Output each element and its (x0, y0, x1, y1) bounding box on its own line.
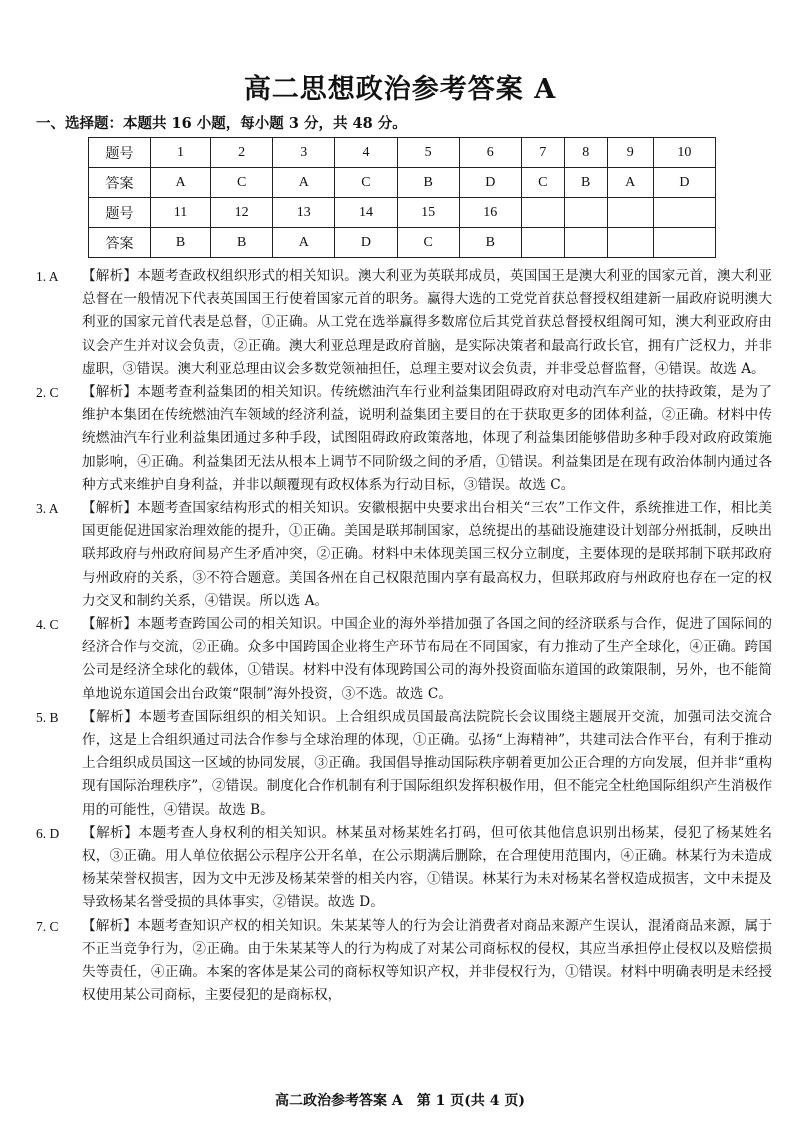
table-cell: A (273, 168, 335, 198)
page-footer: 高二政治参考答案 A 第 1 页(共 4 页) (275, 1093, 525, 1109)
table-cell: C (335, 168, 397, 198)
explanation-text: 【解析】本题考查跨国公司的相关知识。中国企业的海外举措加强了各国之间的经济联系与合作，促进了国际间的经济合作与交流，②正确。众多中国跨国企业将生产环节布局在不同国家，有力推动了生产全球化，④正确。跨国公司是经济全球化的载体，①错误。材料中没有体现跨国公司的海外投资面临东道国的政策限制，另外，也不能简单地说东道国会出台政策“限制”海外投资，③不选。故选 C。 (82, 616, 772, 702)
table-cell: C (521, 168, 564, 198)
question-answer-label: 1. A (36, 269, 59, 284)
table-cell: 13 (273, 198, 335, 228)
explanation-text: 【解析】本题考查政权组织形式的相关知识。澳大利亚为英联邦成员，英国国王是澳大利亚的国家元首，澳大利亚总督在一般情况下代表英国国王行使着国家元首的职务。赢得大选的工党党首获总督授权组建新一届政府说明澳大利亚的国家元首代表是总督，①正确。从工党在选举赢得多数席位后其党首获总督授权组阁可知，澳大利亚政府由议会产生并对议会负责，②正确。澳大利亚总理是政府首脑，是实际决策者和最高行政长官，拥有广泛权力，并非虚职，③错误。澳大利亚总理由议会多数党领袖担任，总理主要对议会负责，并非受总督监督，④错误。故选 A。 (82, 268, 772, 377)
table-cell: A (607, 168, 653, 198)
section-heading: 一、选择题：本题共 16 小题，每小题 3 分，共 48 分。 (36, 115, 407, 132)
answer-table (88, 137, 716, 258)
table-cell (653, 198, 715, 228)
table-cell: 8 (564, 138, 607, 168)
explanation-text: 【解析】本题考查知识产权的相关知识。朱某某等人的行为会让消费者对商品来源产生误认，混淆商品来源，属于不正当竞争行为，②正确。由于朱某某等人的行为构成了对某公司商标权的侵权，其应当承担停止侵权以及赔偿损失等责任，④正确。本案的客体是某公司的商标权等知识产权，并非侵权行为，①错误。材料中明确表明是未经授权使用某公司商标，主要侵犯的是商标权， (82, 917, 772, 1004)
table-cell: 15 (397, 198, 459, 228)
table-cell: 16 (459, 198, 521, 228)
table-cell: B (459, 228, 521, 258)
question-answer-label: 6. D (36, 825, 60, 841)
table-row (89, 138, 716, 168)
table-cell (607, 228, 653, 258)
table-cell: B (211, 228, 273, 258)
table-row (89, 198, 716, 228)
table-cell: 10 (653, 138, 715, 168)
explanation-text: 【解析】本题考查人身权利的相关知识。林某虽对杨某姓名打码，但可依其他信息识别出杨某，侵犯了杨某姓名权，③正确。用人单位依据公示程序公开名单，在公示期满后删除，在合理使用范围内，④正确。林某行为未造成杨某荣誉权损害，因为文中无涉及杨某荣誉的相关内容，①错误。林某行为未对杨某名誉权造成损害，文中未提及导致杨某名誉受损的具体事实，②错误。故选 D。 (82, 824, 772, 911)
table-cell: C (397, 228, 459, 258)
table-cell: 7 (521, 138, 564, 168)
explanation-item (36, 822, 772, 915)
table-cell: 14 (335, 198, 397, 228)
table-cell: D (335, 228, 397, 258)
table-cell: D (459, 168, 521, 198)
table-cell: D (653, 168, 715, 198)
table-cell: A (273, 228, 335, 258)
table-row (89, 168, 716, 198)
table-cell: 1 (151, 138, 211, 168)
table-cell: B (397, 168, 459, 198)
table-cell: A (151, 168, 211, 198)
row-header: 答案 (89, 228, 151, 258)
question-answer-label: 2. C (36, 385, 59, 401)
question-answer-label: 7. C (36, 918, 59, 934)
explanation-list (36, 265, 772, 1008)
table-cell: 12 (211, 198, 273, 228)
explanation-item (36, 706, 772, 822)
table-cell: B (151, 228, 211, 258)
row-header: 题号 (89, 198, 151, 228)
question-answer-label: 5. B (36, 709, 59, 725)
explanation-text: 【解析】本题考查国家结构形式的相关知识。安徽根据中央要求出台相关“三农”工作文件，系统推进工作，相比美国更能促进国家治理效能的提升，①正确。美国是联邦制国家，总统提出的基础设施建设计划部分州抵制，反映出联邦政府与州政府间易产生矛盾冲突，②正确。材料中未体现美国三权分立制度，主要体现的是联邦制下联邦政府与州政府的关系，③不符合题意。美国各州在自己权限范围内享有最高权力，但联邦政府与州政府也存在一定的权力交叉和制约关系，④错误。所以选 A。 (82, 500, 772, 609)
explanation-item (36, 497, 772, 613)
table-cell: 5 (397, 138, 459, 168)
table-cell (564, 198, 607, 228)
row-header: 答案 (89, 168, 151, 198)
row-header: 题号 (89, 138, 151, 168)
table-cell (521, 198, 564, 228)
table-cell: 6 (459, 138, 521, 168)
table-cell: C (211, 168, 273, 198)
explanation-item (36, 613, 772, 706)
table-cell: 4 (335, 138, 397, 168)
table-cell (564, 228, 607, 258)
table-cell: 2 (211, 138, 273, 168)
question-answer-label: 3. A (36, 501, 59, 517)
table-cell (521, 228, 564, 258)
table-row (89, 228, 716, 258)
explanation-text: 【解析】本题考查国际组织的相关知识。上合组织成员国最高法院院长会议围绕主题展开交流，加强司法交流合作，这是上合组织通过司法合作参与全球治理的体现，①正确。弘扬“上海精神”，共建司法合作平台，有利于推动上合组织成员国这一区域的协同发展，③正确。我国倡导推动国际秩序朝着更加公正合理的方向发展，但并非“重构现有国际治理秩序”，②错误。制度化合作机制有利于国际组织发挥积极作用，但不能完全杜绝国际组织产生消极作用的可能性，④错误。故选 B。 (82, 708, 772, 818)
explanation-item (36, 265, 772, 381)
table-cell (607, 198, 653, 228)
page-title: 高二思想政治参考答案 A (243, 74, 557, 105)
table-cell: B (564, 168, 607, 198)
table-cell: 3 (273, 138, 335, 168)
explanation-item (36, 915, 772, 1008)
explanation-item (36, 381, 772, 497)
table-cell: 11 (151, 198, 211, 228)
question-answer-label: 4. C (36, 617, 59, 633)
explanation-text: 【解析】本题考查利益集团的相关知识。传统燃油汽车行业利益集团阻碍政府对电动汽车产业的扶持政策，是为了维护本集团在传统燃油汽车领域的经济利益，说明利益集团主要目的在于获取更多的团体利益，②正确。材料中传统燃油汽车行业利益集团通过多种手段，试图阻碍政府政策落地，体现了利益集团能够借助多种手段对政府政策施加影响，④正确。利益集团无法从根本上调节不同阶级之间的矛盾，①错误。利益集团是在现有政治体制内通过各种方式来维护自身利益，并非以颠覆现有政权体系为行动目标，③错误。故选 C。 (82, 384, 772, 493)
table-cell: 9 (607, 138, 653, 168)
table-cell (653, 228, 715, 258)
